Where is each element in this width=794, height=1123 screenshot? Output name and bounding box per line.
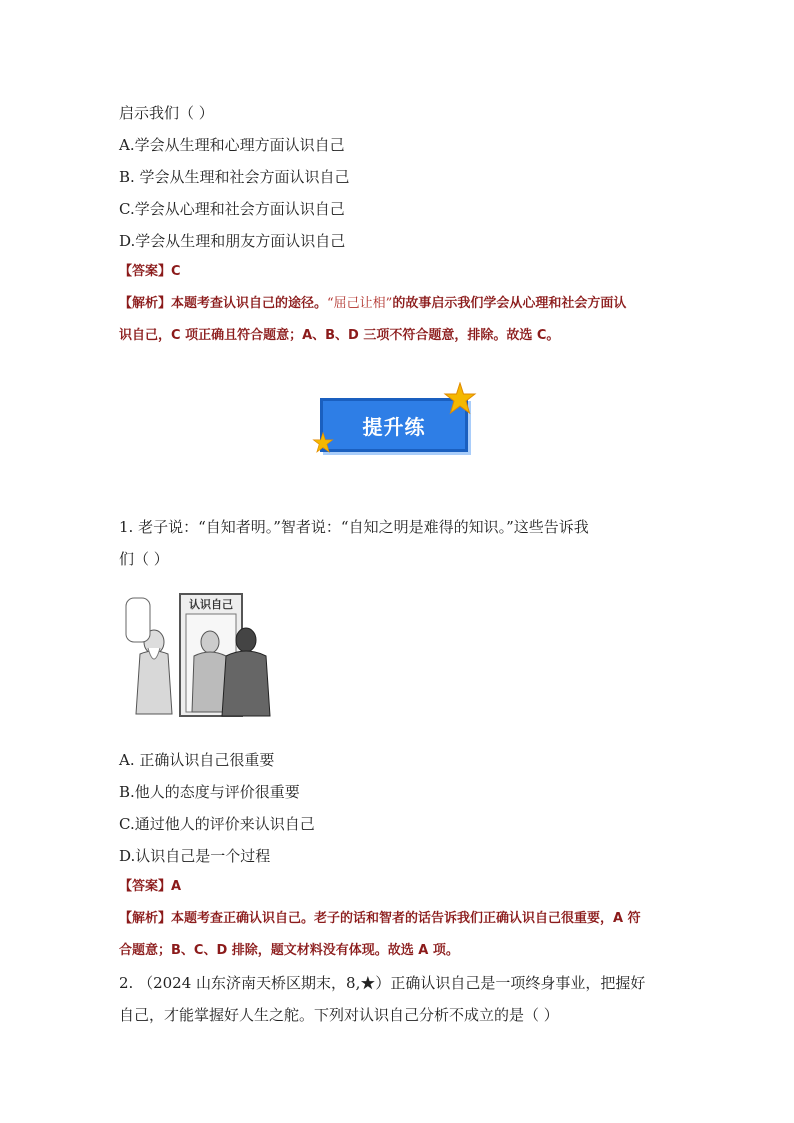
star-icon <box>443 382 477 416</box>
answer-value: C <box>171 264 181 279</box>
prev-option-d: D.学会从生理和朋友方面认识自己 <box>119 232 346 250</box>
prev-option-a: A.学会从生理和心理方面认识自己 <box>119 136 345 154</box>
prev-analysis-line-2: 识自己，C 项正确且符合题意；A、B、D 三项不符合题意，排除。故选 C。 <box>119 328 560 343</box>
q1-option-c: C.通过他人的评价来认识自己 <box>119 815 315 833</box>
analysis-text: 本题考查正确认识自己。老子的话和智者的话告诉我们正确认识自己很重要，A 符 <box>171 911 641 926</box>
analysis-label: 【解析】 <box>119 911 172 926</box>
mirror-label: 认识自己 <box>189 598 233 611</box>
prev-option-c: C.学会从心理和社会方面认识自己 <box>119 200 345 218</box>
analysis-text-a: 本题考查认识自己的途径。 <box>171 296 328 311</box>
prev-option-b: B. 学会从生理和社会方面认识自己 <box>119 168 350 186</box>
q1-option-d: D.认识自己是一个过程 <box>119 847 271 865</box>
q1-answer <box>119 877 181 897</box>
q1-option-a: A. 正确认识自己很重要 <box>119 751 275 769</box>
q2-stem-line-1: 2. （2024 山东济南天桥区期末，8,★）正确认识自己是一项终身事业，把握好 <box>119 974 646 992</box>
q1-stem-line-2: 们（ ） <box>119 550 169 568</box>
prev-analysis-line-1 <box>119 294 626 314</box>
q1-option-b: B.他人的态度与评价很重要 <box>119 783 300 801</box>
prev-answer <box>119 262 181 282</box>
answer-label: 【答案】 <box>119 264 172 279</box>
q1-stem-line-1: 1. 老子说：“自知者明。”智者说：“自知之明是难得的知识。”这些告诉我 <box>119 518 589 536</box>
answer-label: 【答案】 <box>119 879 172 894</box>
analysis-text-b: 的故事启示我们学会从心理和社会方面认 <box>392 296 627 311</box>
analysis-quote: “屈己让相” <box>327 296 393 311</box>
star-icon <box>312 432 334 454</box>
answer-value: A <box>171 879 182 894</box>
q1-illustration <box>122 590 282 718</box>
prev-question-stem-tail: 启示我们（ ） <box>119 104 214 122</box>
q1-analysis-line-2: 合题意；B、C、D 排除，题文材料没有体现。故选 A 项。 <box>119 943 459 958</box>
section-banner-title: 提升练 <box>362 414 426 439</box>
analysis-label: 【解析】 <box>119 296 172 311</box>
q1-analysis-line-1 <box>119 909 641 929</box>
q2-stem-line-2: 自己，才能掌握好人生之舵。下列对认识自己分析不成立的是（ ） <box>119 1006 559 1024</box>
